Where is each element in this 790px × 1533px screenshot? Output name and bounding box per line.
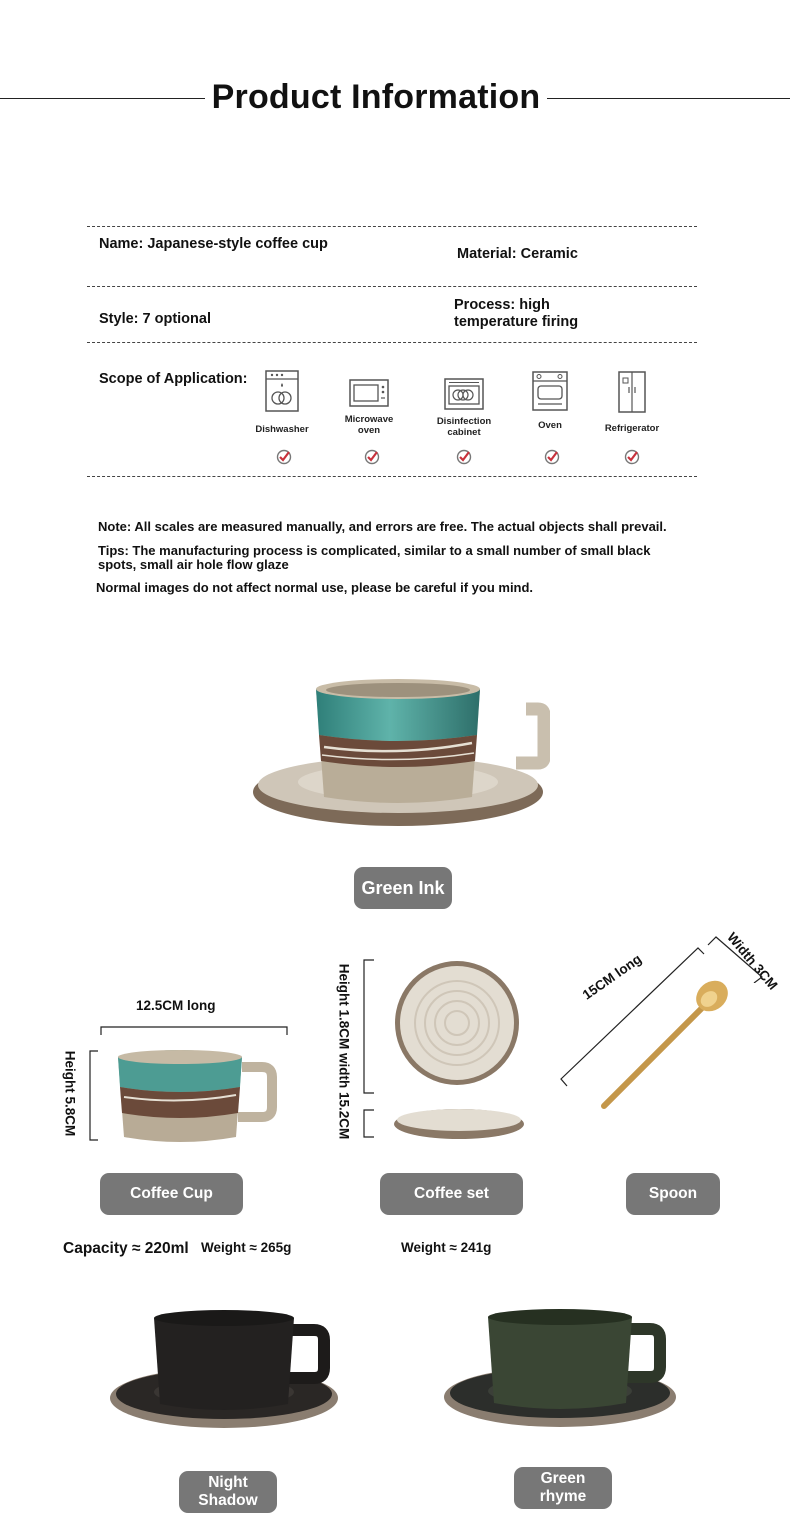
application-oven [524,371,576,431]
capacity-text: Capacity ≈ 220ml [63,1240,189,1257]
check-icon [544,449,560,465]
application-label: Refrigerator [604,423,660,434]
normal-use-text: Normal images do not affect normal use, please be careful if you mind. [96,580,534,595]
cup-height-bracket [89,1050,99,1142]
spoon-width-label: Width 3CM [724,929,781,993]
check-icon [624,449,640,465]
divider [87,226,697,227]
set-weight-text: Weight ≈ 241g [401,1240,492,1255]
spec-material: Material: Ceramic [457,246,578,262]
application-label: Oven [538,420,562,431]
check-icon [364,449,380,465]
spoon-length-label: 15CM long [579,951,645,1003]
saucer-dimension-label: Height 1.8CM width 15.2CM [336,963,352,1140]
divider [87,342,697,343]
application-label: Disinfection cabinet [436,416,492,438]
variant-label-green-ink: Green Ink [354,867,452,909]
cup-length-label: 12.5CM long [136,998,216,1013]
variant-label-night-shadow: Night Shadow [179,1471,277,1513]
saucer-side-image [393,1106,525,1140]
variant-label-green-rhyme: Green rhyme [514,1467,612,1509]
microwave-icon [349,378,389,408]
tips-text: Tips: The manufacturing process is complicated, similar to a small number of small black spots, small air hole flow glaze [98,543,651,572]
application-label: Microwave oven [344,414,394,436]
saucer-top-image [394,960,520,1086]
check-icon [276,449,292,465]
part-label-coffee-cup: Coffee Cup [100,1173,243,1215]
saucer-bracket-bottom [363,1109,375,1139]
coffee-cup-image [114,1049,280,1144]
application-disinfection-cabinet [430,378,498,438]
part-label-coffee-set: Coffee set [380,1173,523,1215]
spoon-image [596,972,736,1112]
saucer-bracket-top [363,959,375,1095]
green-rhyme-cup-image [442,1307,678,1437]
page-title: Product Information [211,78,541,116]
cup-length-bracket [100,1026,290,1036]
spec-name: Name: Japanese-style coffee cup [99,236,328,252]
hero-cup-image [250,667,550,842]
divider [87,286,697,287]
application-refrigerator [596,371,668,434]
application-dishwasher [252,370,312,435]
refrigerator-icon [618,371,646,413]
cup-weight-text: Weight ≈ 265g [201,1240,292,1255]
part-label-spoon: Spoon [626,1173,720,1215]
night-shadow-cup-image [110,1308,342,1438]
application-microwave [338,378,400,436]
application-label: Dishwasher [255,424,309,435]
scope-label: Scope of Application: [99,371,248,387]
note-text: Note: All scales are measured manually, and errors are free. The actual objects shall prevail. [98,519,667,534]
cup-height-label: Height 5.8CM [62,1050,78,1137]
spec-process: Process: high temperature firing [454,297,579,330]
oven-icon [532,371,568,411]
check-icon [456,449,472,465]
spec-style: Style: 7 optional [99,311,211,327]
dishwasher-icon [264,370,300,412]
divider [87,476,697,477]
disinfection-cabinet-icon [444,378,484,410]
